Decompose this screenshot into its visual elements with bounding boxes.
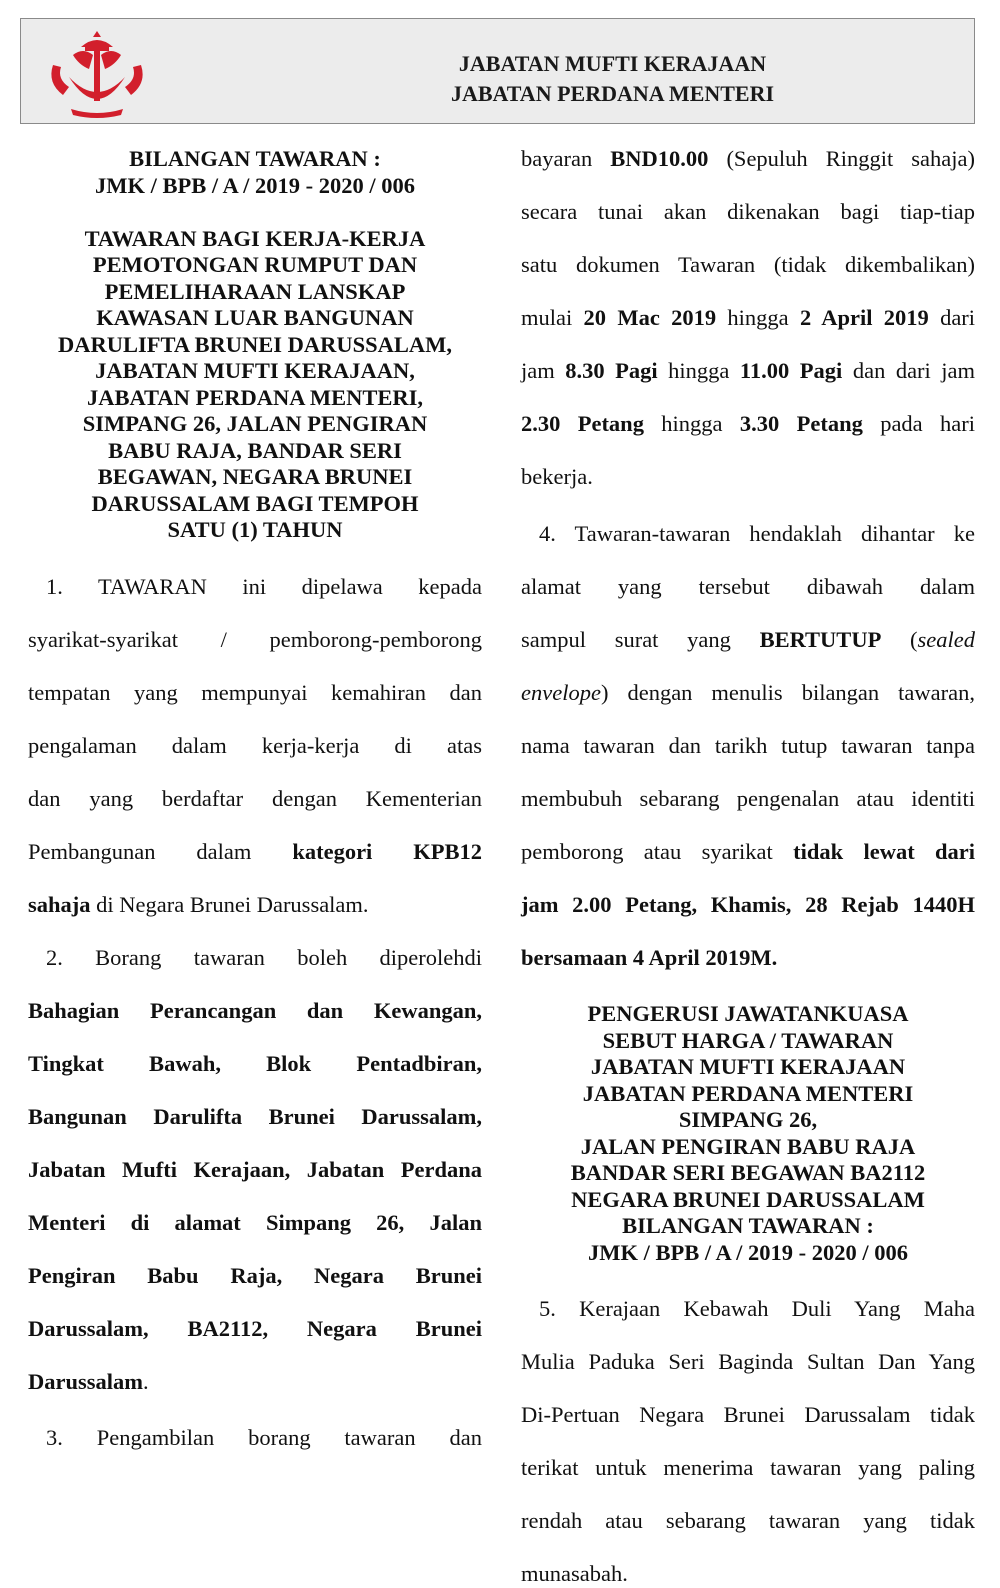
address-line: BILANGAN TAWARAN : xyxy=(622,1213,874,1238)
spacer xyxy=(521,491,975,521)
address-line: PENGERUSI JAWATANKUASA xyxy=(587,1001,909,1026)
paragraph-3-cont xyxy=(521,146,975,491)
p3-text: dari xyxy=(940,305,976,330)
address-line: BANDAR SERI BEGAWAN BA2112 xyxy=(570,1160,926,1185)
p2-line: 2. Borang tawaran boleh diperolehdi xyxy=(46,944,482,970)
p5-line: 5. Kerajaan Kebawah Duli Yang Maha xyxy=(539,1296,975,1321)
p2-line xyxy=(28,1369,482,1396)
start-date: 20 Mac 2019 xyxy=(583,305,717,330)
left-column xyxy=(28,146,482,1478)
p1-line: 1. TAWARAN ini dipelawa kepada xyxy=(46,573,482,599)
deadline-text: tidak lewat dari xyxy=(793,838,975,864)
p2-line xyxy=(28,1157,482,1210)
spacer xyxy=(28,1395,482,1425)
p1-line xyxy=(28,892,482,919)
p2-line xyxy=(28,1316,482,1369)
p4-text: ( xyxy=(910,626,918,652)
p5-line: terikat untuk menerima tawaran yang paling xyxy=(521,1455,975,1480)
p1-line: dan yang berdaftar dengan Kementerian xyxy=(28,785,482,811)
p3-text: bayaran xyxy=(521,146,593,171)
p4-line: alamat yang tersebut dibawah dalam xyxy=(521,573,975,599)
paragraph-4 xyxy=(521,521,975,972)
deadline-text: jam 2.00 Petang, Khamis, 28 Rejab 1440H xyxy=(521,891,975,917)
p5-line: rendah atau sebarang tawaran yang tidak xyxy=(521,1508,975,1533)
p1-tail: di Negara Brunei Darussalam. xyxy=(96,891,369,917)
title-line: JABATAN MUFTI KERAJAAN, xyxy=(95,358,415,383)
p1-line: syarikat-syarikat / pemborong-pemborong xyxy=(28,626,482,652)
paragraph-3-start: 3. Pengambilan borang tawaran dan xyxy=(46,1425,482,1450)
p3-line xyxy=(521,411,975,464)
title-line: PEMOTONGAN RUMPUT DAN xyxy=(92,252,418,277)
title-line: BEGAWAN, NEGARA BRUNEI xyxy=(97,464,413,489)
p5-line: munasabah. xyxy=(521,1561,628,1586)
p2-tail: . xyxy=(143,1368,149,1394)
p2-bold: Jabatan Mufti Kerajaan, Jabatan Perdana xyxy=(28,1156,482,1182)
p3-text: jam xyxy=(521,358,555,383)
p5-line: Di-Pertuan Negara Brunei Darussalam tidak xyxy=(521,1402,975,1427)
p3-text: hingga xyxy=(668,358,730,383)
p3-line: secara tunai akan dikenakan bagi tiap-tiap xyxy=(521,199,975,224)
p2-bold: Tingkat Bawah, Blok Pentadbiran, xyxy=(28,1050,482,1076)
p2-bold: Bangunan Darulifta Brunei Darussalam, xyxy=(28,1103,482,1129)
p3-text: dan dari jam xyxy=(852,358,976,383)
p2-line xyxy=(28,1104,482,1157)
p4-line xyxy=(521,892,975,945)
header-line-1: JABATAN MUFTI KERAJAAN xyxy=(458,51,767,76)
header-line-2: JABATAN PERDANA MENTERI xyxy=(450,81,775,106)
title-line: DARULIFTA BRUNEI DARUSSALAM, xyxy=(57,331,452,357)
p4-line: membubuh sebarang pengenalan atau identiti xyxy=(521,785,975,811)
address-line: JABATAN MUFTI KERAJAAN xyxy=(590,1054,906,1079)
time-2: 11.00 Pagi xyxy=(739,358,843,383)
spacer xyxy=(521,971,975,1001)
p3-text: (Sepuluh Ringgit sahaja) xyxy=(726,146,975,171)
p3-line xyxy=(521,305,975,358)
p4-line xyxy=(521,839,975,892)
address-line: JMK / BPB / A / 2019 - 2020 / 006 xyxy=(587,1239,908,1265)
p2-line xyxy=(28,1210,482,1263)
spacer xyxy=(28,918,482,945)
spacer xyxy=(28,544,482,574)
p4-line: nama tawaran dan tarikh tutup tawaran tanpa xyxy=(521,732,975,758)
title-line: TAWARAN BAGI KERJA-KERJA xyxy=(84,225,426,251)
title-line: PEMELIHARAAN LANSKAP xyxy=(104,278,406,304)
p1-line: pengalaman dalam kerja-kerja di atas xyxy=(28,732,482,758)
p3-text: mulai xyxy=(521,305,573,330)
header-title xyxy=(251,49,974,109)
p5-line: Mulia Paduka Seri Baginda Sultan Dan Yang xyxy=(521,1349,975,1374)
p3-line xyxy=(521,358,975,411)
envelope-italic: envelope xyxy=(521,679,601,705)
p3-line: bekerja. xyxy=(521,464,593,489)
end-date: 2 April 2019 xyxy=(799,305,929,330)
p2-bold: Pengiran Babu Raja, Negara Brunei xyxy=(28,1262,482,1288)
p2-line xyxy=(28,998,482,1051)
p2-bold: Darussalam xyxy=(28,1368,144,1394)
p2-bold: Darussalam, BA2112, Negara Brunei xyxy=(28,1315,482,1341)
address-line: NEGARA BRUNEI DARUSSALAM xyxy=(571,1186,925,1212)
paragraph-5 xyxy=(521,1296,975,1588)
time-1: 8.30 Pagi xyxy=(565,358,658,383)
p2-line xyxy=(28,1051,482,1104)
notice-header xyxy=(20,18,975,124)
right-column xyxy=(521,146,975,1588)
time-3: 2.30 Petang xyxy=(521,411,644,436)
title-line: BABU RAJA, BANDAR SERI xyxy=(108,437,402,463)
p3-text: hingga xyxy=(727,305,789,330)
address-line: SEBUT HARGA / TAWARAN xyxy=(602,1027,894,1053)
p3-text: hingga xyxy=(661,411,723,436)
title-line: JABATAN PERDANA MENTERI, xyxy=(86,384,424,410)
p3-text: pada hari xyxy=(880,411,975,436)
p2-bold: Bahagian Perancangan dan Kewangan, xyxy=(28,997,482,1023)
category-text: kategori KPB12 xyxy=(292,838,482,864)
p1-text: Pembangunan dalam xyxy=(28,838,252,864)
title-line: SATU (1) TAHUN xyxy=(167,517,343,542)
paragraph-1 xyxy=(28,574,482,919)
p1-line: tempatan yang mempunyai kemahiran dan xyxy=(28,679,482,705)
sealed-italic: sealed xyxy=(917,626,975,652)
p4-line xyxy=(521,627,975,680)
p4-text: ) dengan menulis bilangan tawaran, xyxy=(600,679,975,705)
fee-amount: BND10.00 xyxy=(610,146,709,171)
tender-title xyxy=(28,226,482,544)
title-line: SIMPANG 26, JALAN PENGIRAN xyxy=(82,411,428,436)
p4-text: pemborong atau syarikat xyxy=(521,838,773,864)
p3-line: satu dokumen Tawaran (tidak dikembalikan) xyxy=(521,252,975,277)
tender-reference xyxy=(28,146,482,199)
spacer xyxy=(28,199,482,226)
only-text: sahaja xyxy=(28,891,91,917)
p3-line xyxy=(521,146,975,199)
p1-line xyxy=(28,839,482,892)
p4-line xyxy=(521,945,975,972)
time-4: 3.30 Petang xyxy=(739,411,863,436)
p2-bold: Menteri di alamat Simpang 26, Jalan xyxy=(28,1209,482,1235)
title-line: DARUSSALAM BAGI TEMPOH xyxy=(91,490,419,516)
sealed-bold: BERTUTUP xyxy=(759,626,882,652)
p4-line: 4. Tawaran-tawaran hendaklah dihantar ke xyxy=(539,520,975,546)
p2-line xyxy=(28,1263,482,1316)
address-line: JALAN PENGIRAN BABU RAJA xyxy=(580,1133,916,1159)
submission-address xyxy=(521,1001,975,1266)
p4-line xyxy=(521,680,975,733)
title-line: KAWASAN LUAR BANGUNAN xyxy=(96,305,414,330)
deadline-text: bersamaan 4 April 2019M. xyxy=(521,944,778,970)
brunei-crest-icon xyxy=(43,25,151,119)
p4-text: sampul surat yang xyxy=(521,626,731,652)
paragraph-2 xyxy=(28,945,482,1396)
address-line: JABATAN PERDANA MENTERI xyxy=(582,1080,914,1106)
address-line: SIMPANG 26, xyxy=(678,1107,818,1132)
reference-label: BILANGAN TAWARAN : xyxy=(129,146,381,171)
spacer xyxy=(521,1266,975,1296)
reference-number: JMK / BPB / A / 2019 - 2020 / 006 xyxy=(94,172,415,198)
